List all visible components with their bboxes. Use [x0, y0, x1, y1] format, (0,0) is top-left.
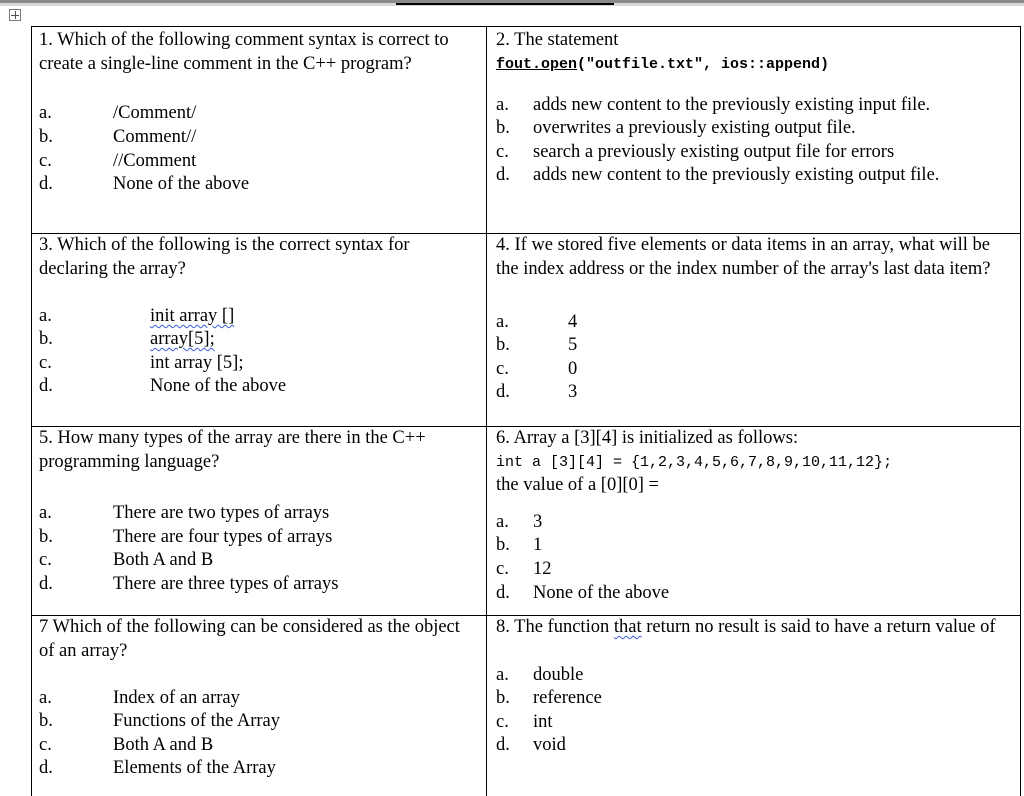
question-8 [496, 616, 1014, 760]
question-8-options: a. double b. reference c. int d. void [496, 664, 602, 755]
question-table [31, 26, 1021, 796]
table-border-top [31, 26, 1021, 27]
question-1-text: 1. Which of the following comment syntax is correct to create a single-line comment in the C++ program? [39, 30, 449, 74]
question-6-text: 6. Array a [3][4] is initialized as follows: [496, 428, 799, 448]
question-6-code: int a [3][4] = {1,2,3,4,5,6,7,8,9,10,11,12}; [496, 453, 893, 471]
question-3 [39, 234, 479, 401]
question-6-text-2: the value of a [0][0] = [496, 475, 659, 495]
question-7-options: a. Index of an array b. Functions of the Array c. Both A and B d. Elements of the Array [39, 688, 280, 778]
question-2-code: fout.open("outfile.txt", ios::append) [496, 55, 830, 73]
question-5 [39, 427, 479, 598]
table-border-right [1020, 26, 1021, 796]
question-4-options: a. 4 b. 5 c. 0 d. 3 [496, 312, 578, 402]
question-4-text: 4. If we stored five elements or data items in an array, what will be the index address or the index number of the array's last data item? [496, 235, 991, 279]
question-1 [39, 29, 479, 198]
question-4 [496, 234, 1014, 407]
question-2-text: 2. The statement [496, 30, 619, 50]
question-1-options: a. /Comment/ b. Comment// c. //Comment d. None of the above [39, 103, 250, 194]
question-5-text: 5. How many types of the array are there in the C++ programming language? [39, 428, 426, 472]
question-3-text: 3. Which of the following is the correct syntax for declaring the array? [39, 235, 410, 279]
table-border-left [31, 26, 32, 796]
table-move-handle-icon[interactable] [9, 9, 21, 21]
question-2 [496, 29, 1014, 190]
question-8-text: 8. The function that return no result is said to have a return value of [496, 617, 996, 637]
question-7 [39, 616, 479, 783]
question-5-options: a. There are two types of arrays b. There are four types of arrays c. Both A and B d. There are three types of arrays [39, 503, 339, 594]
question-7-text: 7 Which of the following can be considered as the object of an array? [39, 617, 460, 661]
top-cutoff-underline [396, 3, 614, 5]
table-divider-middle [486, 26, 487, 796]
question-6 [496, 427, 1014, 607]
question-3-options: a. init array [] b. array[5]; c. int array [5]; d. None of the above [39, 306, 287, 396]
question-6-options: a. 3 b. 1 c. 12 d. None of the above [496, 511, 670, 603]
question-2-options: a. adds new content to the previously existing input file. b. overwrites a previously existing output file. c. search a previously existing output file for errors d. adds new content to the previously existing output file. [496, 95, 940, 185]
